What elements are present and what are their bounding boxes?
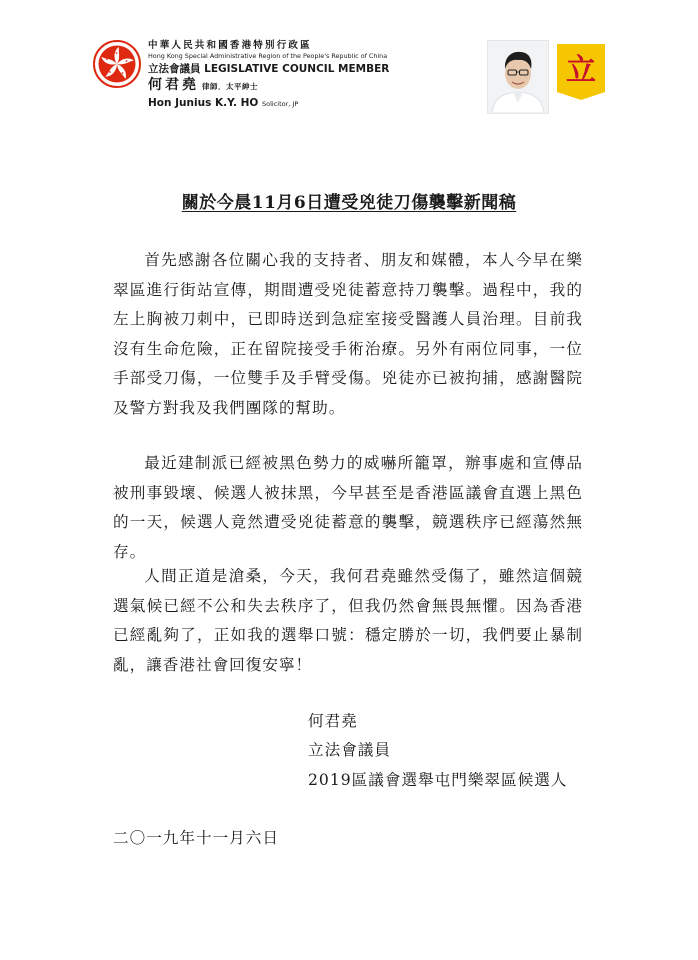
government-name-zh: 中華人民共和國香港特別行政區 [148, 40, 312, 51]
paragraph-3: 人間正道是滄桑，今天，我何君堯雖然受傷了，雖然這個競選氣候已經不公和失去秩序了，但我仍然會無畏無懼。因為香港已經亂夠了，正如我的選舉口號：穩定勝於一切，我們要止暴制亂，讓香港社會回復安寧！ [113, 567, 583, 674]
party-logo-char: 立 [566, 53, 596, 88]
signature-position: 立法會議員 [308, 741, 391, 759]
member-honorific-zh: 律師．太平紳士 [202, 82, 258, 91]
signature-name: 何君堯 [308, 712, 358, 730]
party-logo [555, 42, 607, 102]
government-name-en: Hong Kong Special Administrative Region of the People's Republic of China [148, 52, 388, 60]
member-name-en: Hon Junius K.Y. HO [148, 97, 259, 109]
paragraph-1: 首先感謝各位關心我的支持者、朋友和媒體，本人今早在樂翠區進行街站宣傳，期間遭受兇徒蓄意持刀襲擊。過程中，我的左上胸被刀刺中，已即時送到急症室接受醫護人員治理。目前我沒有生命危險，正在留院接受手術治療。另外有兩位同事，一位手部受刀傷，一位雙手及手臂受傷。兇徒亦已被拘捕，感謝醫院及警方對我及我們團隊的幫助。 [113, 251, 583, 417]
member-name-zh-line [148, 76, 468, 96]
document-title: 關於今晨11月6日遭受兇徒刀傷襲擊新聞稿 [181, 193, 517, 213]
member-honorific-en: Solicitor, JP [261, 100, 299, 108]
paragraph-2: 最近建制派已經被黑色勢力的威嚇所籠罩，辦事處和宣傳品被刑事毀壞、候選人被抹黑，今早甚至是香港區議會直選上黑色的一天，候選人竟然遭受兇徒蓄意的襲擊，競選秩序已經蕩然無存。 [113, 454, 583, 561]
hksar-emblem-icon [93, 40, 141, 88]
document-date: 二〇一九年十一月六日 [113, 829, 279, 847]
member-portrait [487, 40, 549, 114]
member-name-en-line [148, 96, 468, 111]
member-name-zh: 何君堯 [148, 77, 199, 93]
member-title: 立法會議員 LEGISLATIVE COUNCIL MEMBER [148, 63, 390, 75]
letterhead [148, 40, 468, 111]
signature-candidacy: 2019區議會選舉屯門樂翠區候選人 [308, 771, 568, 789]
